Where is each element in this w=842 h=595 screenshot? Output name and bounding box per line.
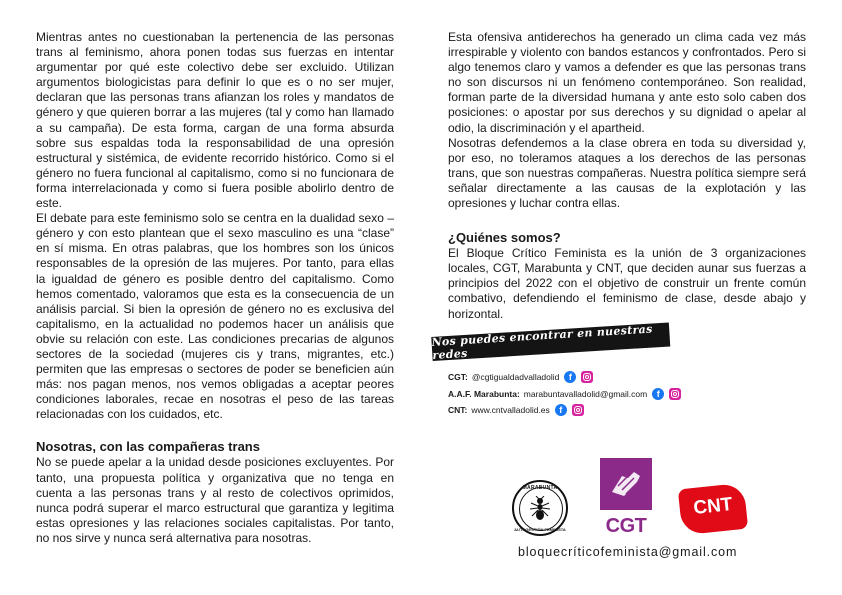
contact-label: A.A.F. Marabunta: [448, 389, 520, 399]
fist-icon [604, 462, 648, 506]
contact-value[interactable]: www.cntvalladolid.es [471, 405, 550, 415]
paragraph: El Bloque Crítico Feminista es la unión de 3 organizaciones locales, CGT, Marabunta y CNT, que deciden aunar sus fuerzas a principios del 2022 con el objetivo de construir un frente común combativo, defendiendo el feminismo de clase, desde abajo y horizontal. [448, 246, 806, 321]
contact-label: CNT: [448, 405, 468, 415]
contact-cgt [448, 371, 593, 383]
contact-value[interactable]: @cgtigualdadvalladolid [471, 372, 560, 382]
footer-email[interactable]: bloquecríticofeminista@gmail.com [518, 545, 738, 559]
paragraph: No se puede apelar a la unidad desde posiciones excluyentes. Por tanto, una propuesta política y organizativa que no tenga en cuenta a las personas trans y al resto de colectivos oprimidos, nunca podrá superar el marco estructural que garantiza y legitima estas opresiones y las relaciones sociales capitalistas. Por tanto, no nos sirve y nunca será alternativa para nosotras. [36, 455, 394, 545]
contact-cnt [448, 404, 584, 416]
logo-text-bottom: AUTOGESTIÓN FEMINISTA [514, 527, 566, 532]
paragraph: Mientras antes no cuestionaban la pertenencia de las personas trans al feminismo, ahora ponen todas sus fuerzas en intentar argumentar por qué este colectivo debe ser excluido. Utilizan argumentos biologicistas para definir lo que es o no ser mujer, declaran que las personas trans afianzan los roles y mandatos de género y que quieren borrar a las mujeres (tal y como han llamado a su campaña). De esta forma, cargan de una forma absurda sobre sus espaldas toda la responsabilidad de una opresión estructural y sistémica, de evidente recorrido histórico. Como si el género no fuera funcional al capitalismo, como si no funcionara de forma interrelacionada y como si fuera posible abolirlo dentro de este. [36, 30, 394, 211]
social-banner [431, 322, 670, 360]
contact-marabunta [448, 388, 681, 400]
left-column [36, 30, 394, 546]
paragraph: El debate para este feminismo solo se centra en la dualidad sexo – género y con esto plantean que el sexo masculino es una “clase” en sí misma. En otras palabras, que los hombres son los únicos responsables de la opresión de las mujeres. Por tanto, para ellas la igualdad de género es posible dentro del capitalismo. Como hemos comentado, valoramos que esta es la consecuencia de un análisis parcial. Si bien la opresión de género no es exclusiva del capitalismo, en la actualidad no podemos hacer un análisis que obvie su relación con este. Las condiciones precarias de algunos sectores de la sociedad (mujeres cis y trans, migrantes, etc.) permiten que las empresas o sectores de poder se beneficien aún más: nos pagan menos, nos vemos obligadas a aceptar peores condiciones laborales, recae en nosotras el peso de las tareas relacionadas con los cuidados, etc. [36, 211, 394, 422]
facebook-icon[interactable]: f [564, 371, 576, 383]
facebook-icon[interactable]: f [652, 388, 664, 400]
cgt-logo [600, 458, 652, 538]
instagram-icon[interactable] [669, 388, 681, 400]
banner-text: Nos puedes encontrar en nuestras redes [431, 322, 653, 362]
contact-label: CGT: [448, 372, 468, 382]
logo-text-top: MARABUNTA [522, 485, 558, 491]
facebook-icon[interactable]: f [555, 404, 567, 416]
cnt-logo-text: CNT [692, 494, 734, 519]
instagram-icon[interactable] [581, 371, 593, 383]
marabunta-logo [512, 480, 568, 536]
cnt-logo [680, 486, 746, 532]
section-heading: Nosotras, con las compañeras trans [36, 439, 260, 455]
section-heading: ¿Quiénes somos? [448, 230, 561, 246]
contact-value[interactable]: marabuntavalladolid@gmail.com [523, 389, 648, 399]
paragraph: Nosotras defendemos a la clase obrera en toda su diversidad y, por eso, no toleramos ataques a los derechos de las personas trans, que son nuestras compañeras. Nuestra política siempre será señalar directamente a las causas de la explotación y las opresiones y luchar contra ellas. [448, 135, 806, 211]
ant-icon [528, 496, 552, 522]
right-column [448, 30, 806, 322]
cgt-logo-text: CGT [605, 515, 647, 537]
paragraph: Esta ofensiva antiderechos ha generado un clima cada vez más irrespirable y violento con bandos estancos y confrontados. Pero si algo tenemos claro y vamos a defender es que las personas trans no son discursos ni un fenómeno contemporáneo. Son realidad, forman parte de la diversidad humana y ante esto solo caben dos posiciones: o apostar por sus derechos y su dignidad o apelar al odio, la discriminación y el apartheid. [448, 30, 806, 135]
instagram-icon[interactable] [572, 404, 584, 416]
